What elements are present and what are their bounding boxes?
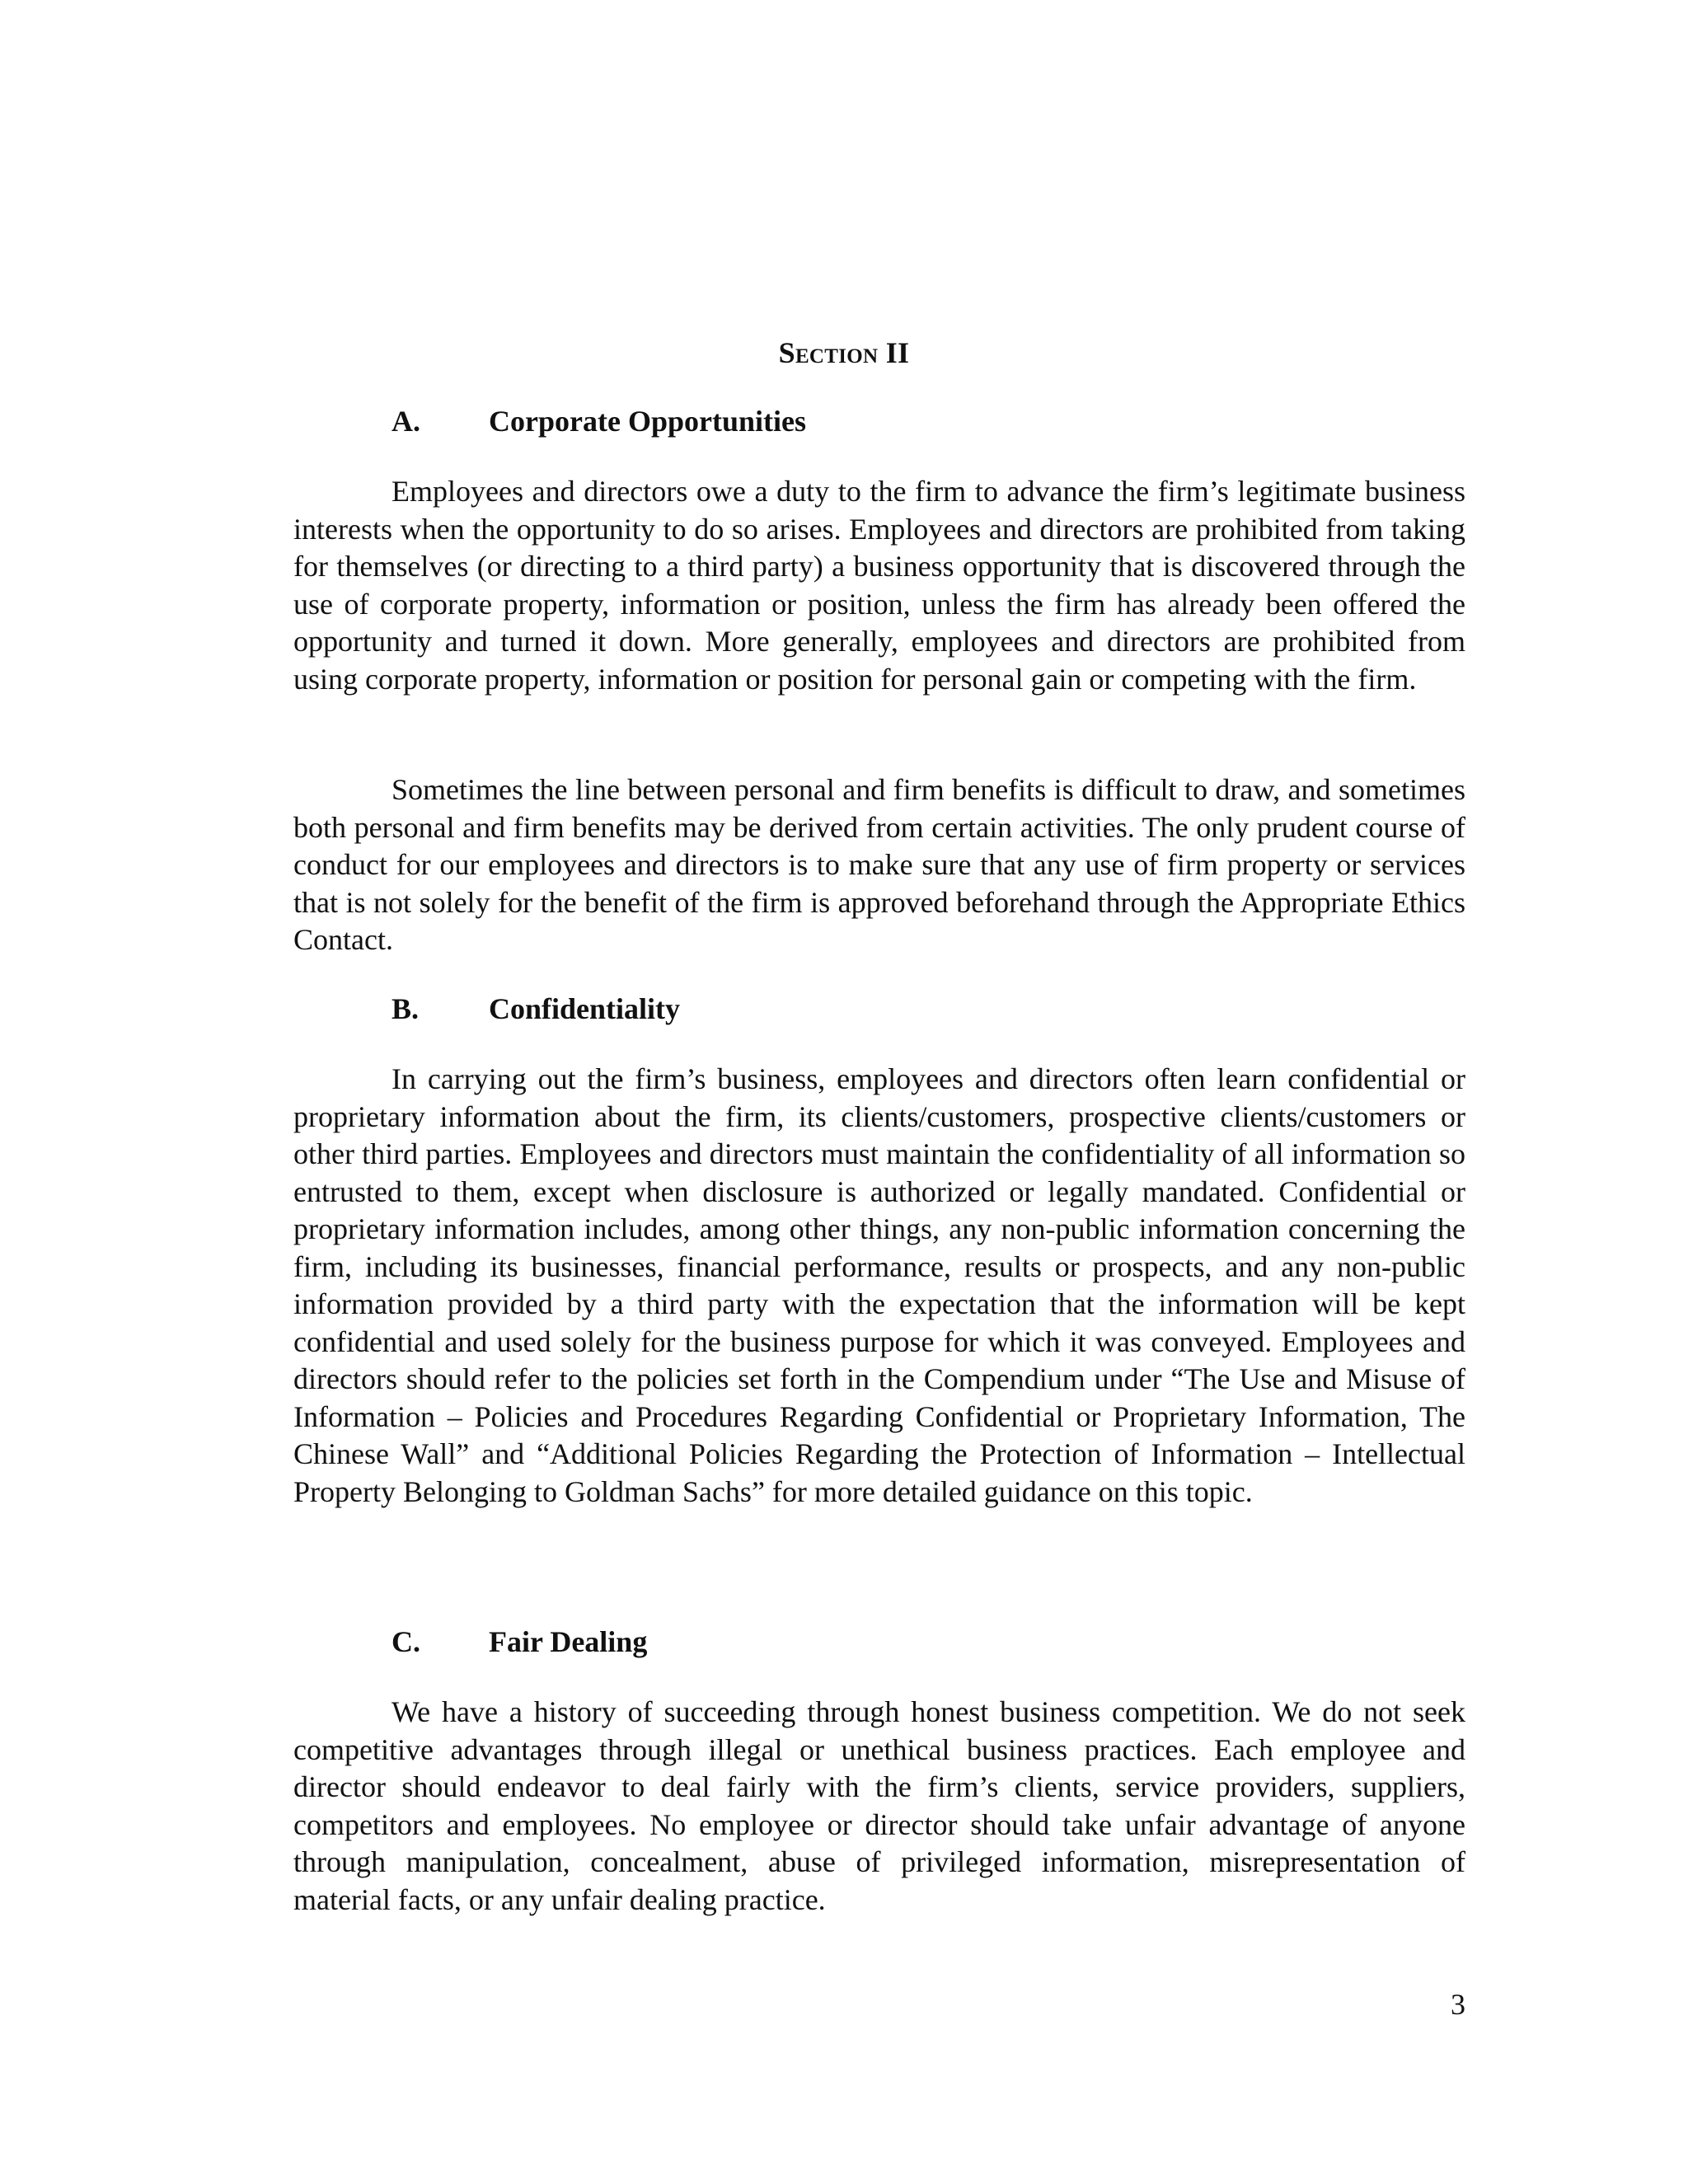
paragraph-confidentiality: In carrying out the firm’s business, employees and directors often learn confidential or proprietary information about the firm, its clients/customers, prospective clients/customers or other third parties. Employees and directors must maintain the confidentiality of all information so entrusted to them, except when disclosure is authorized or legally mandated. Confidential or proprietary information includes, among other things, any non-public information concerning the firm, including its businesses, financial performance, results or prospects, and any non-public information provided by a third party with the expectation that the information will be kept confidential and used solely for the business purpose for which it was conveyed. Employees and directors should refer to the policies set forth in the Compendium under “The Use and Misuse of Information – Policies and Procedures Regarding Confidential or Proprietary Information, The Chinese Wall” and “Additional Policies Regarding the Protection of Information – Intellectual Property Belonging to Goldman Sachs” for more detailed guidance on this topic. [293, 1062, 1465, 1508]
section-title-lead: Section [778, 336, 879, 369]
heading-confidentiality [392, 989, 680, 1029]
paragraph-corporate-opportunities-2: Sometimes the line between personal and firm benefits is difficult to draw, and sometimes both personal and firm benefits may be derived from certain activities. The only prudent course of conduct for our employees and directors is to make sure that any use of firm property or services that is not solely for the benefit of the firm is approved beforehand through the Appropriate Ethics Contact. [293, 773, 1465, 956]
heading-letter: C. [392, 1625, 420, 1658]
paragraph-corporate-opportunities-1: Employees and directors owe a duty to the firm to advance the firm’s legitimate business interests when the opportunity to do so arises. Employees and directors are prohibited from taking for themselves (or directing to a third party) a business opportunity that is discovered through the use of corporate property, information or position, unless the firm has already been offered the opportunity and turned it down. More generally, employees and directors are prohibited from using corporate property, information or position for personal gain or competing with the firm. [293, 475, 1465, 696]
section-title [0, 328, 1688, 377]
heading-letter: A. [392, 405, 420, 438]
paragraph-fair-dealing: We have a history of succeeding through honest business competition. We do not seek competitive advantages through illegal or unethical business practices. Each employee and director should endeavor to deal fairly with the firm’s clients, service providers, suppliers, competitors and employees. No employee or director should take unfair advantage of anyone through manipulation, concealment, abuse of privileged information, misrepresentation of material facts, or any unfair dealing practice. [293, 1695, 1465, 1916]
heading-fair-dealing [392, 1622, 647, 1661]
heading-corporate-opportunities [392, 401, 806, 441]
heading-letter: B. [392, 992, 420, 1025]
page-number: 3 [1451, 1988, 1465, 2021]
heading-title: Confidentiality [489, 992, 681, 1025]
section-title-numeral: II [885, 336, 910, 369]
heading-title: Corporate Opportunities [489, 405, 806, 438]
heading-title: Fair Dealing [489, 1625, 648, 1658]
